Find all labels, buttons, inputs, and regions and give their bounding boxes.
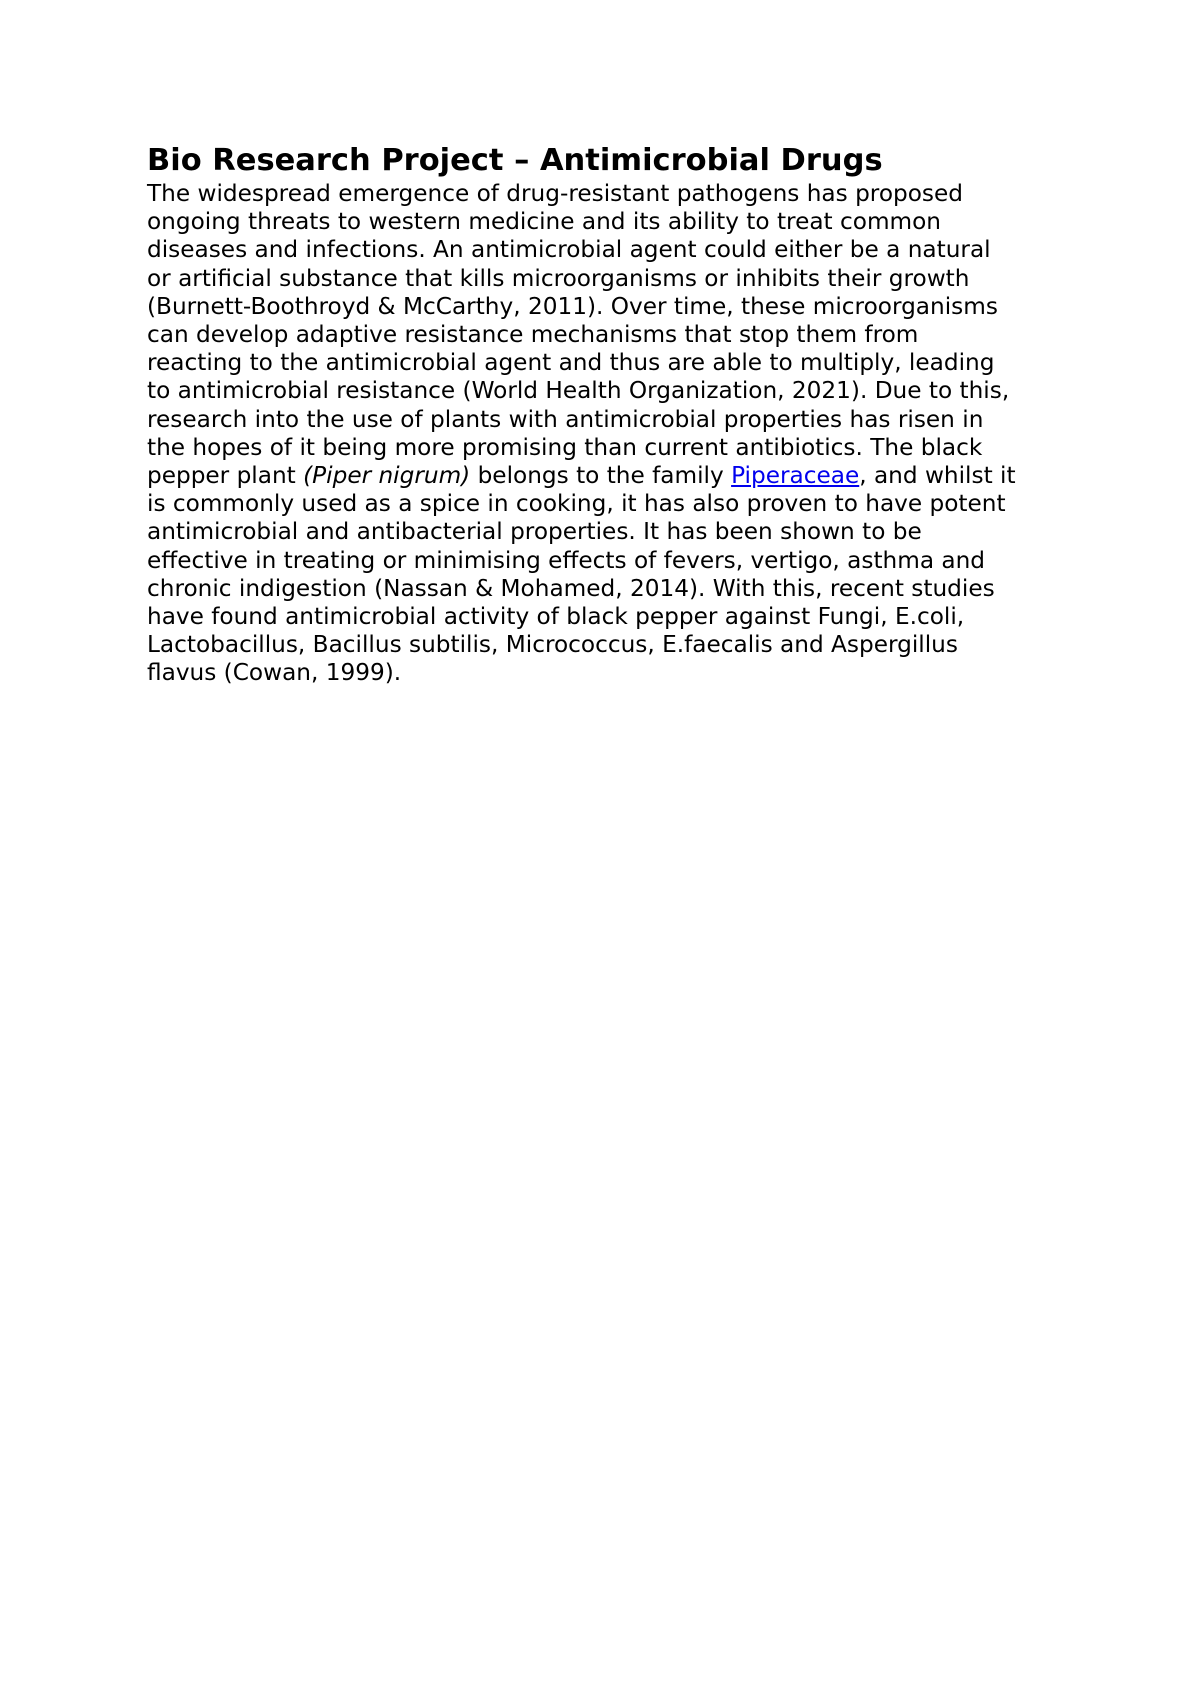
paragraph-line: (Burnett-Boothroyd & McCarthy, 2011). Over time, these microorganisms	[147, 292, 998, 320]
line-text-after: , and whilst it	[859, 462, 1016, 490]
paragraph-line: or artificial substance that kills microorganisms or inhibits their growth	[147, 264, 970, 292]
paragraph-line: is commonly used as a spice in cooking, it has also proven to have potent	[147, 490, 1006, 518]
paragraph-line: chronic indigestion (Nassan & Mohamed, 2014). With this, recent studies	[147, 574, 995, 602]
paragraph-line: to antimicrobial resistance (World Health Organization, 2021). Due to this,	[147, 377, 1010, 405]
line-text-middle: belongs to the family	[470, 462, 732, 490]
paragraph-line: Lactobacillus, Bacillus subtilis, Micrococcus, E.faecalis and Aspergillus	[147, 631, 958, 659]
body-paragraph	[147, 180, 1077, 688]
line-text-before: pepper plant	[147, 462, 304, 490]
paragraph-line: ongoing threats to western medicine and its ability to treat common	[147, 208, 942, 236]
paragraph-line: diseases and infections. An antimicrobial agent could either be a natural	[147, 236, 991, 264]
paragraph-line: effective in treating or minimising effects of fevers, vertigo, asthma and	[147, 546, 986, 574]
document-title: Bio Research Project – Antimicrobial Drugs	[147, 143, 883, 178]
paragraph-line: antimicrobial and antibacterial properties. It has been shown to be	[147, 518, 922, 546]
piperaceae-link[interactable]: Piperaceae	[731, 462, 860, 490]
paragraph-line: can develop adaptive resistance mechanisms that stop them from	[147, 321, 919, 349]
document-content	[147, 142, 1077, 688]
paragraph-line: research into the use of plants with antimicrobial properties has risen in	[147, 405, 984, 433]
paragraph-line: have found antimicrobial activity of black pepper against Fungi, E.coli,	[147, 603, 965, 631]
paragraph-line: flavus (Cowan, 1999).	[147, 659, 402, 687]
paragraph-line: reacting to the antimicrobial agent and thus are able to multiply, leading	[147, 349, 995, 377]
paragraph-line: the hopes of it being more promising than current antibiotics. The black	[147, 433, 983, 461]
paragraph-line: The widespread emergence of drug-resistant pathogens has proposed	[147, 180, 963, 207]
latin-species-name: (Piper nigrum)	[303, 462, 471, 490]
paragraph-line-with-link	[147, 462, 1077, 490]
